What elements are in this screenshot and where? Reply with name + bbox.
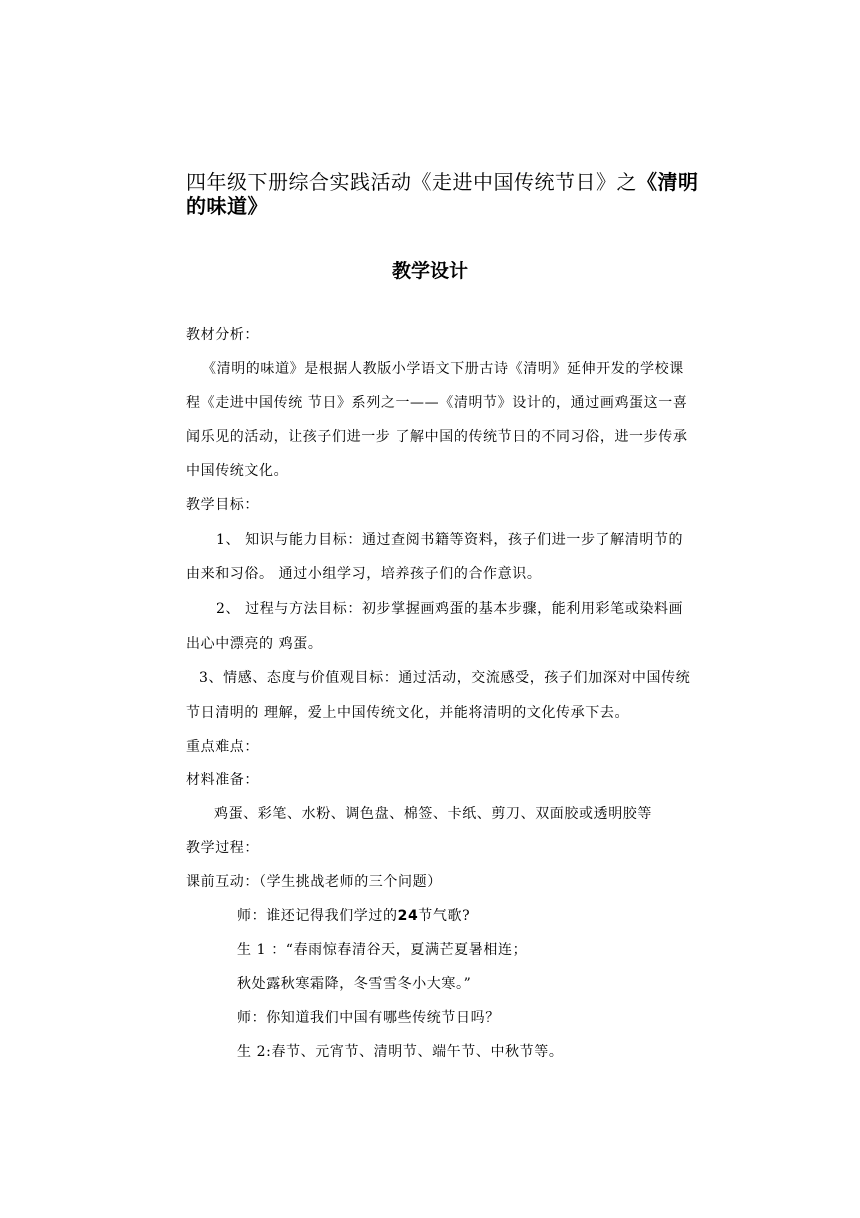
process-heading: 教学过程： — [186, 840, 259, 856]
goal-line-3: 2、 过程与方法目标：初步掌握画鸡蛋的基本步骤，能利用彩笔或染料画 — [216, 601, 684, 617]
title-plain-text: 四年级下册综合实践活动《走进中国传统节日》之 — [186, 170, 637, 194]
dialogue-student-answer-1-line-2: 秋处露秋寒霜降，冬雪雪冬小大寒。” — [237, 976, 472, 992]
goal-line-4: 出心中漂亮的 鸡蛋。 — [186, 636, 323, 652]
q1-text-after: 节气歌? — [418, 908, 471, 924]
dialogue-teacher-question-1 — [237, 905, 470, 925]
dialogue-student-answer-2: 生 2:春节、元宵节、清明节、端午节、中秋节等。 — [237, 1044, 564, 1060]
material-analysis-line-1: 《清明的味道》是根据人教版小学语文下册古诗《清明》延伸开发的学校课 — [202, 361, 684, 377]
dialogue-student-answer-1-line-1: 生 1 ：“春雨惊春清谷天，夏满芒夏暑相连； — [237, 942, 528, 958]
materials-heading: 材料准备： — [186, 772, 259, 788]
key-points-heading: 重点难点： — [186, 739, 259, 755]
title-line-2 — [186, 190, 268, 219]
material-analysis-line-3: 闻乐见的活动，让孩子们进一步 了解中国的传统节日的不同习俗，进一步传承 — [186, 429, 688, 445]
goal-line-5: 3、情感、态度与价值观目标：通过活动，交流感受，孩子们加深对中国传统 — [199, 670, 691, 686]
q1-text-before: 师：谁还记得我们学过的 — [237, 908, 398, 924]
title-bold-text-2: 的味道》 — [186, 194, 268, 218]
goals-heading: 教学目标： — [186, 497, 259, 513]
dialogue-teacher-question-2: 师：你知道我们中国有哪些传统节日吗？ — [237, 1010, 500, 1026]
goal-line-2: 由来和习俗。 通过小组学习，培养孩子们的合作意识。 — [186, 566, 542, 582]
pre-class-interaction: 课前互动：（学生挑战老师的三个问题） — [186, 874, 442, 890]
goal-line-6: 节日清明的 理解，爱上中国传统文化，并能将清明的文化传承下去。 — [186, 705, 630, 721]
subtitle: 教学设计 — [391, 260, 468, 282]
material-analysis-heading: 教材分析： — [186, 327, 259, 343]
q1-number: 24 — [397, 908, 419, 924]
materials-list: 鸡蛋、彩笔、水粉、调色盘、棉签、卡纸、剪刀、双面胶或透明胶等 — [214, 806, 652, 822]
material-analysis-line-4: 中国传统文化。 — [186, 463, 289, 479]
material-analysis-line-2: 程《走进中国传统 节日》系列之一——《清明节》设计的，通过画鸡蛋这一喜 — [186, 395, 688, 411]
goal-line-1: 1、 知识与能力目标：通过查阅书籍等资料，孩子们进一步了解清明节的 — [216, 532, 684, 548]
title-bold-text: 《清明 — [637, 170, 699, 194]
